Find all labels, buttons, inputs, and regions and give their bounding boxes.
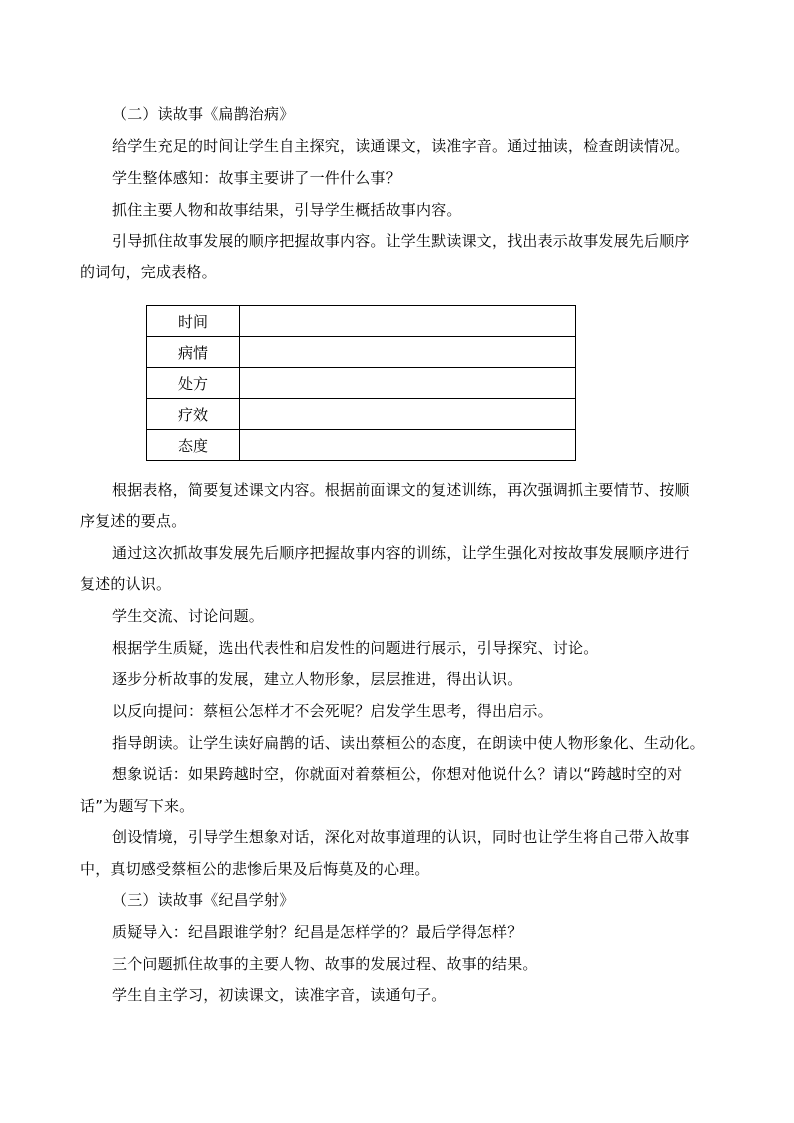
paragraph-line: 指导朗读。让学生读好扁鹊的话、读出蔡桓公的态度，在朗读中使人物形象化、生动化。 <box>112 734 705 752</box>
paragraph-line: 逐步分析故事的发展，建立人物形象，层层推进，得出认识。 <box>112 670 523 688</box>
table-cell-value <box>240 337 576 368</box>
paragraph-line: 学生整体感知：故事主要讲了一件什么事？ <box>112 169 401 187</box>
section-heading-2: （二）读故事《扁鹊治病》 <box>112 105 295 123</box>
paragraph-line: 引导抓住故事发展的顺序把握故事内容。让学生默读课文，找出表示故事发展先后顺序 <box>112 232 690 250</box>
paragraph-line: 话”为题写下来。 <box>80 797 195 815</box>
paragraph-line: 根据学生质疑，选出代表性和启发性的问题进行展示，引导探究、讨论。 <box>112 639 599 657</box>
section-heading-3: （三）读故事《纪昌学射》 <box>112 891 295 909</box>
table-cell-value <box>240 399 576 430</box>
table-row <box>147 399 576 430</box>
table-cell-label: 处方 <box>147 368 240 399</box>
paragraph-line: 创设情境，引导学生想象对话，深化对故事道理的认识，同时也让学生将自己带入故事 <box>112 828 690 846</box>
table-row <box>147 430 576 461</box>
paragraph-line: 学生自主学习，初读课文，读准字音，读通句子。 <box>112 986 447 1004</box>
paragraph-line: 想象说话：如果跨越时空，你就面对着蔡桓公，你想对他说什么？请以“跨越时空的对 <box>112 765 683 783</box>
paragraph-line: 学生交流、讨论问题。 <box>112 607 265 625</box>
paragraph-line: 序复述的要点。 <box>80 512 187 530</box>
table-cell-label: 态度 <box>147 430 240 461</box>
paragraph-line: 抓住主要人物和故事结果，引导学生概括故事内容。 <box>112 201 462 219</box>
table-cell-label: 疗效 <box>147 399 240 430</box>
paragraph-line: 中，真切感受蔡桓公的悲惨后果及后悔莫及的心理。 <box>80 860 430 878</box>
table-cell-label: 时间 <box>147 306 240 337</box>
paragraph-line: 通过这次抓故事发展先后顺序把握故事内容的训练，让学生强化对按故事发展顺序进行 <box>112 544 690 562</box>
paragraph-line: 复述的认识。 <box>80 575 172 593</box>
paragraph-line: 的词句，完成表格。 <box>80 263 217 281</box>
paragraph-line: 以反向提问：蔡桓公怎样才不会死呢？启发学生思考，得出启示。 <box>112 702 553 720</box>
paragraph-line: 根据表格，简要复述课文内容。根据前面课文的复述训练，再次强调抓主要情节、按顺 <box>112 481 690 499</box>
table-cell-value <box>240 430 576 461</box>
paragraph-line: 给学生充足的时间让学生自主探究，读通课文，读准字音。通过抽读，检查朗读情况。 <box>112 137 690 155</box>
table-cell-label: 病情 <box>147 337 240 368</box>
paragraph-line: 三个问题抓住故事的主要人物、故事的发展过程、故事的结果。 <box>112 955 538 973</box>
table-row <box>147 337 576 368</box>
table-row <box>147 306 576 337</box>
table-cell-value <box>240 368 576 399</box>
table-row <box>147 368 576 399</box>
table-cell-value <box>240 306 576 337</box>
story-table <box>146 305 576 461</box>
paragraph-line: 质疑导入：纪昌跟谁学射？纪昌是怎样学的？最后学得怎样？ <box>112 923 523 941</box>
